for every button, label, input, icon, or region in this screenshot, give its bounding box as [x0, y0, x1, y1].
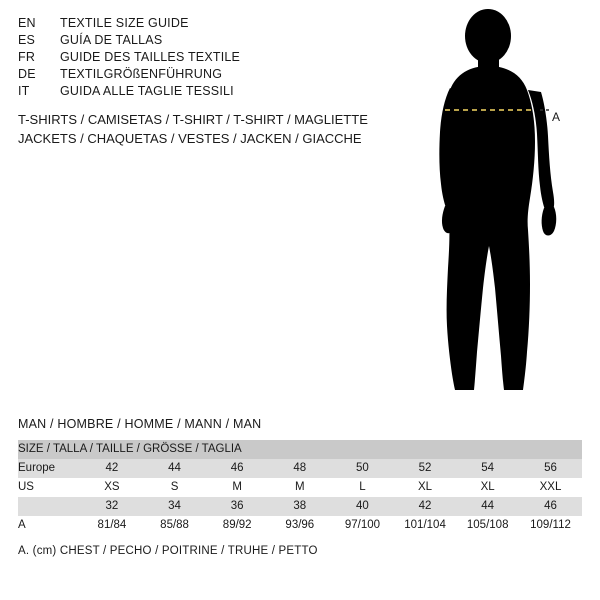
cell: 42 [81, 459, 144, 478]
cell: XS [81, 478, 144, 497]
cell: 54 [456, 459, 519, 478]
size-table [18, 440, 582, 535]
cell: 85/88 [143, 516, 206, 535]
table-header-label: SIZE / TALLA / TAILLE / GRÖSSE / TAGLIA [18, 440, 582, 459]
language-code: ES [18, 33, 36, 47]
language-code: EN [18, 16, 36, 30]
cell: 93/96 [269, 516, 332, 535]
language-row [18, 84, 418, 101]
language-title: GUÍA DE TALLAS [60, 33, 163, 47]
cell: XL [394, 478, 457, 497]
size-table-wrapper [18, 440, 582, 535]
cell: 101/104 [394, 516, 457, 535]
language-row [18, 16, 418, 33]
row-label [18, 497, 81, 516]
table-row [18, 497, 582, 516]
language-code: IT [18, 84, 30, 98]
language-header-block [18, 16, 418, 101]
cell: 56 [519, 459, 582, 478]
cell: M [269, 478, 332, 497]
language-title: GUIDE DES TAILLES TEXTILE [60, 50, 241, 64]
table-row [18, 516, 582, 535]
cell: 32 [81, 497, 144, 516]
category-tshirts: T-SHIRTS / CAMISETAS / T-SHIRT / T-SHIRT / MAGLIETTE [18, 112, 368, 127]
language-code: FR [18, 50, 36, 64]
table-row [18, 459, 582, 478]
cell: XXL [519, 478, 582, 497]
male-silhouette-figure [400, 8, 600, 408]
language-row [18, 33, 418, 50]
cell: 34 [143, 497, 206, 516]
row-label: US [18, 478, 81, 497]
language-title: GUIDA ALLE TAGLIE TESSILI [60, 84, 234, 98]
table-header-row [18, 440, 582, 459]
cell: XL [456, 478, 519, 497]
measurement-footnote: A. (cm) CHEST / PECHO / POITRINE / TRUHE / PETTO [18, 545, 318, 557]
cell: 46 [519, 497, 582, 516]
language-code: DE [18, 67, 36, 81]
cell: 50 [331, 459, 394, 478]
cell: M [206, 478, 269, 497]
cell: 40 [331, 497, 394, 516]
cell: 44 [456, 497, 519, 516]
cell: L [331, 478, 394, 497]
language-title: TEXTILE SIZE GUIDE [60, 16, 189, 30]
cell: S [143, 478, 206, 497]
cell: 52 [394, 459, 457, 478]
language-row [18, 67, 418, 84]
category-jackets: JACKETS / CHAQUETAS / VESTES / JACKEN / GIACCHE [18, 131, 362, 146]
cell: 36 [206, 497, 269, 516]
table-row [18, 478, 582, 497]
category-block [18, 110, 438, 148]
cell: 42 [394, 497, 457, 516]
language-title: TEXTILGRÖßENFÜHRUNG [60, 67, 223, 81]
chest-measure-label: A [552, 110, 561, 124]
row-label: A [18, 516, 81, 535]
cell: 81/84 [81, 516, 144, 535]
cell: 38 [269, 497, 332, 516]
group-title-man: MAN / HOMBRE / HOMME / MANN / MAN [18, 417, 262, 431]
cell: 97/100 [331, 516, 394, 535]
cell: 89/92 [206, 516, 269, 535]
cell: 44 [143, 459, 206, 478]
cell: 46 [206, 459, 269, 478]
language-row [18, 50, 418, 67]
cell: 48 [269, 459, 332, 478]
silhouette-svg [400, 8, 600, 408]
cell: 105/108 [456, 516, 519, 535]
cell: 109/112 [519, 516, 582, 535]
row-label: Europe [18, 459, 81, 478]
